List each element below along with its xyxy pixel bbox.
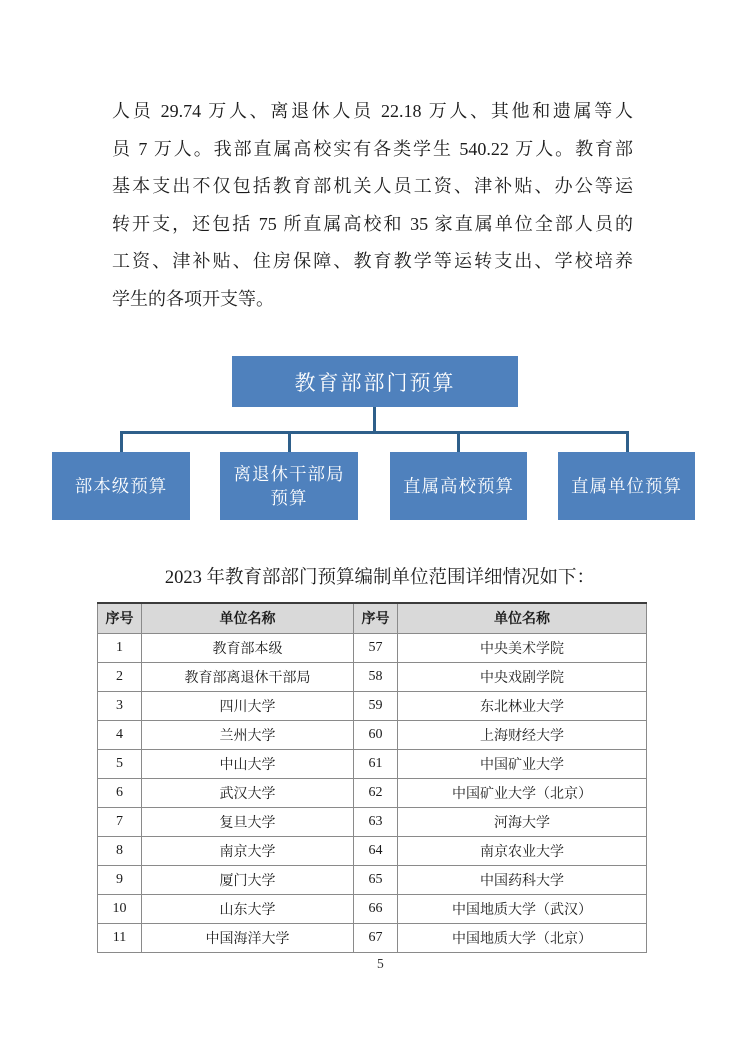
connector-line: [120, 431, 629, 434]
unit-name-cell: 中央戏剧学院: [398, 662, 647, 691]
org-child-label: 直属高校预算: [403, 476, 514, 496]
unit-name-cell: 厦门大学: [142, 865, 354, 894]
unit-name-cell: 山东大学: [142, 894, 354, 923]
unit-table: [97, 602, 647, 953]
unit-name-cell: 中国地质大学（武汉）: [398, 894, 647, 923]
unit-name-cell: 南京农业大学: [398, 836, 647, 865]
unit-name-cell: 中央美术学院: [398, 633, 647, 662]
serial-cell: 58: [354, 662, 398, 691]
org-child-box-ministry-level: [52, 452, 190, 520]
paragraph-line: 人员 29.74 万人、离退休人员 22.18 万人、其他和遗属等人: [112, 101, 633, 121]
serial-cell: 61: [354, 749, 398, 778]
table-row: [98, 923, 647, 952]
unit-name-cell: 兰州大学: [142, 720, 354, 749]
paragraph-line: 转开支，还包括 75 所直属高校和 35 家直属单位全部人员的: [112, 213, 633, 234]
connector-line: [288, 431, 291, 452]
org-child-label: 直属单位预算: [571, 476, 682, 496]
header-serial-1: 序号: [98, 603, 142, 633]
serial-cell: 8: [98, 836, 142, 865]
unit-name-cell: 中国矿业大学: [398, 749, 647, 778]
unit-name-cell: 东北林业大学: [398, 691, 647, 720]
unit-name-cell: 中国地质大学（北京）: [398, 923, 647, 952]
org-child-box-retired-cadres-bureau: [220, 452, 358, 520]
org-child-label: 部本级预算: [74, 476, 168, 496]
unit-name-cell: 上海财经大学: [398, 720, 647, 749]
table-header-row: [98, 603, 647, 633]
unit-name-cell: 中国海洋大学: [142, 923, 354, 952]
unit-name-cell: 教育部本级: [142, 633, 354, 662]
connector-line: [626, 431, 629, 452]
org-child-label: 离退休干部局预算: [233, 464, 345, 508]
paragraph-line: 基本支出不仅包括教育部机关人员工资、津补贴、办公等运: [112, 176, 633, 196]
serial-cell: 62: [354, 778, 398, 807]
page-number: 5: [377, 956, 384, 971]
table-row: [98, 691, 647, 720]
unit-name-cell: 中国矿业大学（北京）: [398, 778, 647, 807]
paragraph-line: 工资、津补贴、住房保障、教育教学等运转支出、学校培养: [112, 251, 633, 271]
connector-line: [373, 407, 376, 433]
paragraph-line: 员 7 万人。我部直属高校实有各类学生 540.22 万人。教育部: [112, 138, 633, 159]
serial-cell: 64: [354, 836, 398, 865]
header-unit-name-2: 单位名称: [398, 603, 647, 633]
unit-name-cell: 中国药科大学: [398, 865, 647, 894]
serial-cell: 10: [98, 894, 142, 923]
unit-name-cell: 河海大学: [398, 807, 647, 836]
unit-name-cell: 复旦大学: [142, 807, 354, 836]
table-row: [98, 662, 647, 691]
connector-line: [120, 431, 123, 452]
table-row: [98, 836, 647, 865]
paragraph-line: 学生的各项开支等。: [112, 288, 274, 309]
serial-cell: 7: [98, 807, 142, 836]
org-root-box: [232, 356, 518, 407]
table-row: [98, 720, 647, 749]
serial-cell: 4: [98, 720, 142, 749]
header-serial-2: 序号: [354, 603, 398, 633]
unit-name-cell: 教育部离退休干部局: [142, 662, 354, 691]
serial-cell: 3: [98, 691, 142, 720]
table-row: [98, 807, 647, 836]
serial-cell: 6: [98, 778, 142, 807]
unit-name-cell: 南京大学: [142, 836, 354, 865]
serial-cell: 60: [354, 720, 398, 749]
serial-cell: 67: [354, 923, 398, 952]
table-row: [98, 894, 647, 923]
unit-name-cell: 中山大学: [142, 749, 354, 778]
unit-table-body: [98, 633, 647, 952]
unit-name-cell: 四川大学: [142, 691, 354, 720]
serial-cell: 57: [354, 633, 398, 662]
table-intro-line: 2023 年教育部部门预算编制单位范围详细情况如下：: [164, 568, 596, 588]
connector-line: [457, 431, 460, 452]
org-child-box-affiliated-universities: [390, 452, 527, 520]
serial-cell: 2: [98, 662, 142, 691]
table-row: [98, 633, 647, 662]
serial-cell: 66: [354, 894, 398, 923]
serial-cell: 65: [354, 865, 398, 894]
serial-cell: 11: [98, 923, 142, 952]
table-row: [98, 865, 647, 894]
org-root-label: 教育部部门预算: [294, 370, 456, 395]
unit-name-cell: 武汉大学: [142, 778, 354, 807]
serial-cell: 63: [354, 807, 398, 836]
header-unit-name-1: 单位名称: [142, 603, 354, 633]
org-child-box-affiliated-units: [558, 452, 695, 520]
serial-cell: 9: [98, 865, 142, 894]
serial-cell: 1: [98, 633, 142, 662]
serial-cell: 5: [98, 749, 142, 778]
table-row: [98, 778, 647, 807]
table-row: [98, 749, 647, 778]
serial-cell: 59: [354, 691, 398, 720]
